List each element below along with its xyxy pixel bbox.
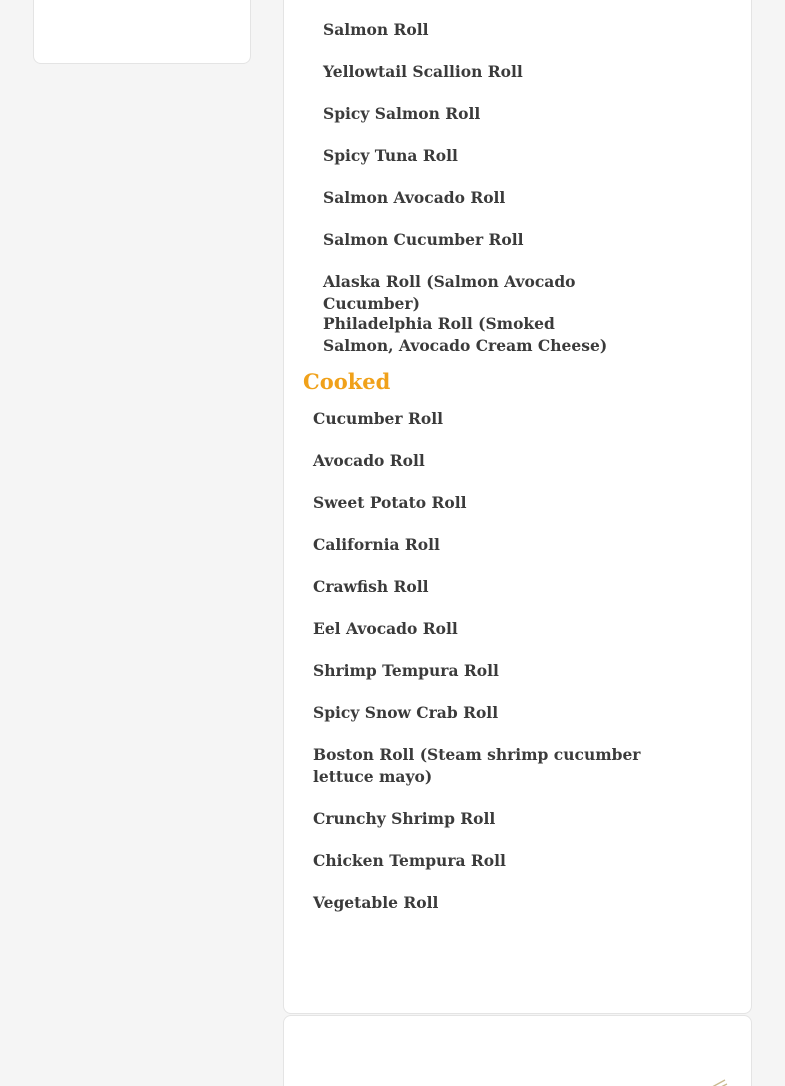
menu-item-crawfish-roll[interactable]: Crawfish Roll <box>313 577 429 596</box>
sidebar-card <box>33 0 251 64</box>
menu-item-spicy-snow-crab-roll[interactable]: Spicy Snow Crab Roll <box>313 703 499 722</box>
menu-item-california-roll[interactable]: California Roll <box>313 535 440 554</box>
menu-item-philadelphia-roll[interactable]: Philadelphia Roll (Smoked Salmon, Avocado Cream Cheese) <box>323 314 608 355</box>
menu-item-salmon-avocado-roll[interactable]: Salmon Avocado Roll <box>323 188 506 207</box>
menu-item-avocado-roll[interactable]: Avocado Roll <box>313 451 425 470</box>
menu-item-eel-avocado-roll[interactable]: Eel Avocado Roll <box>313 619 458 638</box>
menu-item-spicy-tuna-roll[interactable]: Spicy Tuna Roll <box>323 146 458 165</box>
menu-item-salmon-roll[interactable]: Salmon Roll <box>323 20 429 39</box>
menu-item-shrimp-tempura-roll[interactable]: Shrimp Tempura Roll <box>313 661 499 680</box>
menu-item-vegetable-roll[interactable]: Vegetable Roll <box>313 893 439 912</box>
menu-item-spicy-salmon-roll[interactable]: Spicy Salmon Roll <box>323 104 481 123</box>
grass-decoration-icon <box>673 1078 733 1086</box>
menu-item-alaska-roll[interactable]: Alaska Roll (Salmon Avocado Cucumber) <box>323 272 576 313</box>
next-card <box>283 1015 752 1086</box>
menu-item-chicken-tempura-roll[interactable]: Chicken Tempura Roll <box>313 851 506 870</box>
section-title-cooked: Cooked <box>303 369 391 394</box>
menu-item-crunchy-shrimp-roll[interactable]: Crunchy Shrimp Roll <box>313 809 496 828</box>
menu-item-sweet-potato-roll[interactable]: Sweet Potato Roll <box>313 493 467 512</box>
menu-item-salmon-cucumber-roll[interactable]: Salmon Cucumber Roll <box>323 230 524 249</box>
menu-item-cucumber-roll[interactable]: Cucumber Roll <box>313 409 443 428</box>
menu-item-yellowtail-scallion-roll[interactable]: Yellowtail Scallion Roll <box>323 62 523 81</box>
menu-item-boston-roll[interactable]: Boston Roll (Steam shrimp cucumber lettuce mayo) <box>313 745 641 786</box>
